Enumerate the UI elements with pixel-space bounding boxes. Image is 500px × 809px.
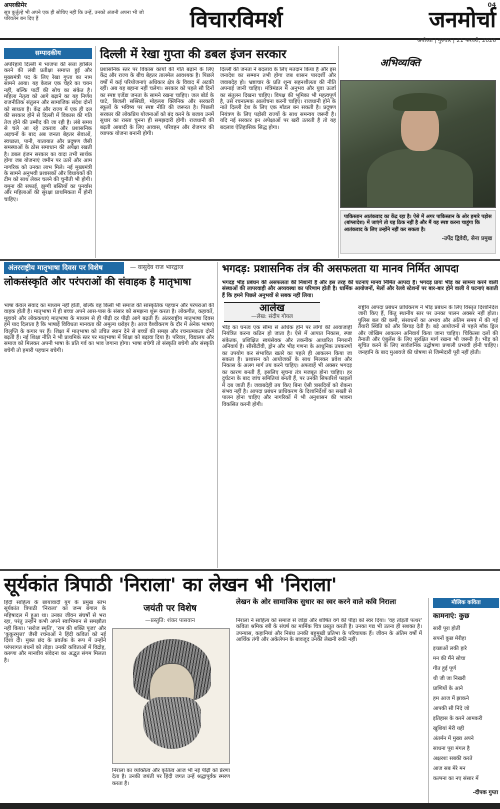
- aalekh-author: —लेख: संदीप गोयल: [251, 314, 293, 320]
- date-line: अयोध्या | गुरुवार | 21 फरवरी, 2026: [417, 38, 496, 44]
- jayanti-tag: जयंती पर विशेष: [143, 604, 197, 614]
- masthead-brand: अपरकीमेर: [4, 2, 27, 9]
- editorial-body: अपरिहार्य दिल्ली में भाजपा की सत्ता हासिल करने की लंबी प्रतीक्षा समाप्त हुई और मुख्यमंत्री पद के लिए रेखा गुप्ता का नाम सामने आया। यह केवल एक चेहरे का चयन नहीं, बल्कि पार्टी की सोच का संकेत है। महिला नेतृत्व को आगे बढ़ाने का यह निर्णय राजनीतिक संतुलन और सामाजिक संदेश दोनों को साधता है। केंद्र और राज्य में एक ही दल की सरकार होने से दिल्ली में विकास की गति तेज होने की उम्मीद की जा रही है। लंबे समय से चले आ रहे टकराव और प्रशासनिक अड़चनों के बाद अब जनता बेहतर सेवाओं, स्वच्छता, पानी, यातायात और प्रदूषण जैसी समस्याओं के ठोस समाधान की अपेक्षा रखती है। डबल इंजन सरकार का वादा तभी सार्थक होगा जब योजनाएं जमीन पर उतरें और आम नागरिक को उनका लाभ मिले। नई मुख्यमंत्री के सामने अनुभवी प्रशासकों और विधायकों की टीम को साथ लेकर चलने की चुनौती भी होगी। यमुना की सफाई, झुग्गी बस्तियों का पुनर्वास और महिलाओं की सुरक्षा प्राथमिकता में होनी चाहिए।: [4, 62, 92, 203]
- bhagdad-body-2: राष्ट्रीय आपदा प्रबंधन प्राधिकरण ने भीड़ प्रबंधन के लिए विस्तृत दिशानिर्देश जारी किए हैं, किंतु स्थानीय स्तर पर उनका पालन अक्सर नहीं होता। पुलिस बल की कमी, संसाधनों का अभाव और अंतिम समय में की गई तैयारी स्थिति को और बिगाड़ देती है। बड़े आयोजनों से पहले मॉक ड्रिल और जोखिम आकलन अनिवार्य किया जाना चाहिए। चिकित्सा दलों की तैनाती और एंबुलेंस के लिए सुरक्षित मार्ग रखना भी जरूरी है। भीड़ को सूचित करने के लिए सार्वजनिक उद्घोषणा प्रणाली प्रभावी होनी चाहिए। जनहानि के बाद मुआवजे की घोषणा से जिम्मेदारी पूरी नहीं होती।: [358, 305, 498, 356]
- poem-line: साधना पूरा मंगल है: [433, 746, 470, 752]
- nirala-headline: सूर्यकांत त्रिपाठी 'निराला' का लेखन भी 'निराला': [4, 574, 337, 596]
- lead-headline-rule: [100, 63, 336, 64]
- column-divider: [95, 46, 96, 258]
- matribhasha-byline: — वासुदेव राज भारद्वाज: [130, 264, 184, 271]
- nirala-body-right: निराला ने साहित्य को समाज से जोड़ा और शोषित वर्ग की पीड़ा को स्वर दिया। 'वह तोड़ती पत्थर' कविता श्रमिक स्त्री के संघर्ष का मार्मिक चित्र प्रस्तुत करती है। उनका गद्य भी उतना ही सशक्त है। उपन्यास, कहानियां और निबंध उनकी बहुमुखी प्रतिभा के परिचायक हैं। जीवन के अंतिम वर्षों में आर्थिक तंगी और अकेलेपन के बावजूद उनकी लेखनी रुकी नहीं।: [236, 618, 422, 644]
- poem-line: मन की मैंने सोचा: [433, 656, 466, 662]
- matribhasha-body: भाषा केवल संवाद का माध्यम नहीं होती, बल्कि वह किसी भी समाज की सांस्कृतिक पहचान और परंपराओं की वाहक होती है। मातृभाषा में ही बच्चा अपने आस-पास के संसार को समझना शुरू करता है। लोकगीत, कहावतें, मुहावरे और लोककथाएं मातृभाषा के माध्यम से ही पीढ़ी दर पीढ़ी आगे बढ़ती हैं। अंतरराष्ट्रीय मातृभाषा दिवस हमें याद दिलाता है कि भाषाई विविधता मानवता की अमूल्य धरोहर है। आज वैश्वीकरण के दौर में अनेक भाषाएं विलुप्ति के कगार पर हैं। शिक्षा में मातृभाषा को उचित स्थान देने से बच्चों की समझ और रचनात्मकता दोनों बढ़ती हैं। नई शिक्षा नीति ने भी प्राथमिक स्तर पर मातृभाषा में शिक्षा को बढ़ावा दिया है। परिवार, विद्यालय और समाज को मिलकर अपनी भाषा के प्रति गर्व का भाव जगाना होगा। भाषा बचेगी तो संस्कृति बचेगी और संस्कृति बचेगी तो हमारी पहचान बचेगी।: [4, 303, 214, 354]
- poem-line: आज सब मेरे मन: [433, 766, 466, 772]
- abhivyakti-quote: पाकिस्तान आतंकवाद का केंद्र रहा है। ऐसे में अगर पाकिस्तान के ओर हमारे पड़ोस (बांग्लादेश) में जाएंगे तो यह ठिक नहीं है और मैं यह स्पष्ट करना चाहूंगा कि आतंकवाद के लिए उन्होंने नहीं कर सकता है।: [344, 214, 492, 233]
- poem-label: मौलिक कविता: [433, 598, 499, 608]
- editorial-label: सम्पादकीय: [4, 48, 92, 59]
- footer-bar: [0, 803, 500, 809]
- abhivyakti-label: अभिव्यक्ति: [380, 58, 421, 69]
- matribhasha-headline: लोकसंस्कृति और परंपराओं की संवाहक है मातृभाषा: [4, 277, 191, 288]
- abhivyakti-quote-box: [340, 210, 496, 254]
- poem-box: [428, 598, 498, 804]
- poem-title: कामनाएं: कुछ: [433, 611, 470, 620]
- aalekh-label: आलेख: [259, 303, 285, 314]
- poem-line: प्राणियों के आने: [433, 686, 463, 692]
- poem-line: इच्छाओं लकी हारे: [433, 646, 467, 652]
- lead-body-left: प्रशासनिक स्तर पर विकास कार्यों की गति बढ़ाने के लिए केंद्र और राज्य के बीच बेहतर तालमेल आवश्यक है। पिछले वर्षों में कई परियोजनाएं अधिकार क्षेत्र के विवाद में अटकी रहीं। अब यह बहाना नहीं चलेगा। सरकार को पहले सौ दिनों का स्पष्ट एजेंडा जनता के सामने रखना चाहिए। जल बोर्ड के घाटे, बिजली सब्सिडी, मोहल्ला क्लिनिक और सरकारी स्कूलों के भविष्य पर स्पष्ट नीति की जरूरत है। पिछली सरकार की लोकप्रिय योजनाओं को बंद करने के बजाय उनमें सुधार का रास्ता चुनना ही समझदारी होगी। राजधानी की बढ़ती आबादी के लिए आवास, परिवहन और रोजगार की व्यापक योजना बनानी होगी।: [100, 67, 214, 138]
- page-number: 04: [487, 2, 496, 9]
- matribhasha-tag: अंतरराष्ट्रीय मातृभाषा दिवस पर विशेष: [4, 262, 124, 274]
- poem-line: इतिहास के करने आमकरी: [433, 716, 483, 722]
- lead-body-right: दिल्ली की जनता ने बदलाव के लिए मतदान किया है और इस जनादेश का सम्मान तभी होगा जब शासन पारदर्शी और जवाबदेह हो। भ्रष्टाचार के प्रति शून्य सहनशीलता की नीति अपनाई जानी चाहिए। मंत्रिमंडल में अनुभव और युवा ऊर्जा का संतुलन दिखना चाहिए। विपक्ष की भूमिका भी महत्वपूर्ण है, उसे रचनात्मक आलोचना करनी चाहिए। राजधानी होने के नाते दिल्ली देश के लिए एक मॉडल बन सकती है। प्रदूषण नियंत्रण के लिए पड़ोसी राज्यों के साथ समन्वय जरूरी है। यदि नई सरकार इन अपेक्षाओं पर खरी उतरती है तो यह बदलाव ऐतिहासिक सिद्ध होगा।: [220, 67, 336, 131]
- lead-headline: दिल्ली में रेखा गुप्ता की डबल इंजन सरकार: [100, 47, 287, 61]
- nirala-body-left: हिंदी साहित्य के छायावादी युग के प्रमुख स्तंभ सूर्यकांत त्रिपाठी 'निराला' का जन्म बंगाल के महिषादल में हुआ था। उनका जीवन संघर्षों से भरा रहा, परंतु उन्होंने कभी अपने स्वाभिमान से समझौता नहीं किया। 'सरोज स्मृति', 'राम की शक्ति पूजा' और 'कुकुरमुत्ता' जैसी रचनाओं ने हिंदी कविता को नई दिशा दी। मुक्त छंद के प्रवर्तक के रूप में उन्होंने परंपरागत बंधनों को तोड़ा। उनकी कविताओं में विद्रोह, करुणा और मानवीय संवेदना का अद्भुत संगम मिलता है।: [4, 600, 106, 664]
- masthead-tagline: सूत्र कुर्तुल्हे भी अपने एक ही सोचिए नहीं कि उन्हें, उनको अंजनी अपना भी जो परिवर्तन बन दिए हैं: [4, 9, 144, 22]
- bhagdad-intro: भगदड़ भीड़ प्रबंधन की असफलता की निशानी है और इस तरह की घटनाएं मानव निर्मित आपदा हैं। भगदड़ प्रायः भीड़ का सामना करने वाली संस्थाओं की लापरवाही और अव्यवस्था का परिणाम होती है। धार्मिक आयोजनों, मेलों और रेलवे स्टेशनों पर बार-बार होने वाली ये घटनाएं बताती हैं कि हमने पिछले अनुभवों से सबक नहीं लिया।: [222, 280, 498, 299]
- column-divider: [338, 46, 339, 258]
- nirala-portrait: [112, 628, 230, 764]
- poem-line: सारी पूरा होतीं: [433, 626, 460, 632]
- masthead: [0, 0, 500, 44]
- bhagdad-body: भीड़ का घनत्व एक सीमा से अधिक होने पर लोगों की आवाजाही नियंत्रित करना कठिन हो जाता है। ऐसे में आपात निकास, स्पष्ट संकेतक, प्रशिक्षित स्वयंसेवक और तकनीक आधारित निगरानी अनिवार्य है। सीसीटीवी, ड्रोन और भीड़ गणना के आधुनिक उपकरणों का उपयोग कर संभावित खतरे का पहले ही आकलन किया जा सकता है। प्रशासन को आयोजकों के साथ मिलकर प्रवेश और निकास के अलग मार्ग तय करने चाहिए। अफवाहें भी अक्सर भगदड़ का कारण बनती हैं, इसलिए सूचना तंत्र मजबूत होना चाहिए। हर दुर्घटना के बाद जांच समितियां बनती हैं, पर उनकी सिफारिशें फाइलों में दब जाती हैं। जवाबदेही तय किए बिना ऐसी त्रासदियों को रोकना संभव नहीं है। आपदा प्रबंधन प्राधिकरण के दिशानिर्देशों का सख्ती से पालन होना चाहिए और नागरिकों में भी अनुशासन की भावना विकसित करनी होगी।: [222, 325, 352, 408]
- poem-lines: [433, 624, 498, 784]
- poem-line: सपनों कुछ मेरीहा: [433, 636, 466, 642]
- nirala-side-headline: लेखन के ओर सामाजिक सुधार का स्वर करने वाले कवि निराला: [236, 597, 397, 606]
- column-divider: [217, 262, 218, 568]
- poem-line: गीत हुई पूर्ण: [433, 666, 456, 672]
- poem-line: कल्पना का नए संसार में: [433, 776, 479, 782]
- poem-line: खुशियां मेरी यही: [433, 726, 465, 732]
- poem-line: आपकी सी निंदे जो: [433, 706, 470, 712]
- poem-line: हम आज में झाकने: [433, 696, 469, 702]
- aalekh-box: [224, 302, 320, 322]
- nirala-body-under: निराला का व्यक्तित्व और कृतित्व आज भी नई पीढ़ी को प्रेरणा देता है। उनकी जयंती पर हिंदी जगत उन्हें श्रद्धापूर्वक स्मरण करता है।: [112, 768, 230, 787]
- bhagdad-headline: भगदड़: प्रशासनिक तंत्र की असफलता या मानव निर्मित आपदा: [222, 263, 459, 275]
- section-rule: [0, 569, 500, 571]
- poem-line: थी जी जा निखरी: [433, 676, 466, 682]
- paper-name: जनमोर्चा: [428, 7, 496, 33]
- section-title: विचारविमर्श: [190, 7, 283, 33]
- poem-author: -दीपक गुप्ता: [472, 790, 498, 796]
- poem-line: अक्षरशः सबकी करते: [433, 756, 473, 762]
- poem-line: अंतर्मन में मुख्य अपने: [433, 736, 474, 742]
- jayanti-author: —प्रस्तुति: शंकर पासवान: [145, 618, 195, 624]
- section-rule: [0, 259, 500, 261]
- masthead-meta: [346, 4, 496, 44]
- army-chief-photo: [340, 80, 496, 208]
- abhivyakti-attribution: -उपेंद्र द्विवेदी, सेना प्रमुख: [441, 235, 492, 242]
- masthead-quote: [4, 3, 154, 23]
